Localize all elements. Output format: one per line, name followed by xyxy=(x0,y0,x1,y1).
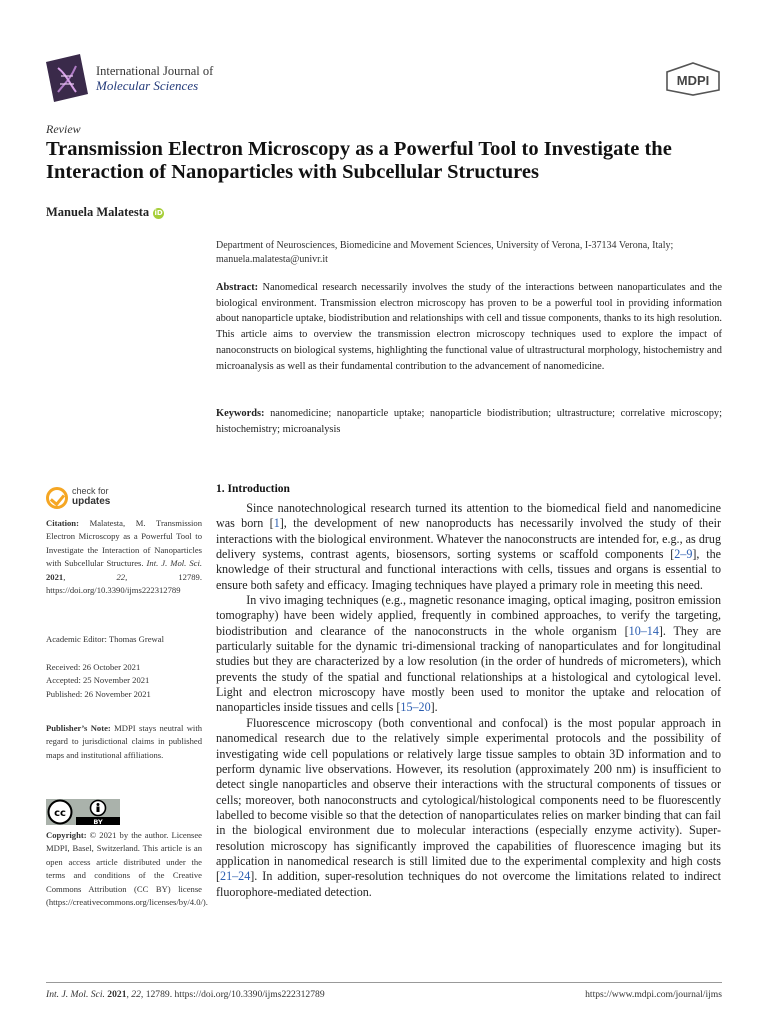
footer-citation: Int. J. Mol. Sci. 2021, 22, 12789. https://doi.org/10.3390/ijms222312789 xyxy=(46,989,325,1000)
accepted-date: Accepted: 25 November 2021 xyxy=(46,675,150,686)
check-for-updates-button[interactable] xyxy=(46,485,156,515)
publisher-note xyxy=(46,722,202,762)
section-heading: 1. Introduction xyxy=(216,483,290,495)
journal-name-line2: Molecular Sciences xyxy=(96,78,199,93)
author-email[interactable]: manuela.malatesta@univr.it xyxy=(216,254,328,265)
copyright-label: Copyright: xyxy=(46,830,87,840)
reference-link[interactable]: 15–20 xyxy=(400,700,431,715)
footer-doi[interactable]: 12789. https://doi.org/10.3390/ijms222312789 xyxy=(145,989,325,1000)
citation-label: Citation: xyxy=(46,518,79,528)
published-date: Published: 26 November 2021 xyxy=(46,688,151,699)
paragraph: In vivo imaging techniques (e.g., magnetic resonance imaging, optical imaging, positron emission tomography) have been widely applied, frequently in combined approaches, to verify the targeting, biodistribution and clearance of the nanoconstructs in the whole organism [10–14]. They are particularly suitable for the dynamic tri-dimensional tracking of nanoparticulates and for longitudinal studies but they are characterized by a low resolution (in the order of hundreds of micrometers), which prevents the study of the spatial and functional relationships at a histological and cytological level. Light and electron microscopy have mostly been used to monitor the uptake and relocation of nanoparticles inside tissues and cells [15–20]. xyxy=(216,593,721,715)
paragraph: Fluorescence microscopy (both conventional and confocal) is the most popular approach in nanomedical research due to the relatively simple experimental protocols and the possibility of investigating wide cell populations or relatively large tissue samples to obtain 3D information and to perform dynamic live observations. However, its resolution (approximately 200 nm) is insufficient to detect single nanoparticles and observe their interactions with the structural components of tissues or cells; moreover, both nanoconstructs and cytological/histological components need to be fluorescently labelled to become visible so that the detection of nanoparticulates relies on marker binding that can fail in the biological environment due to molecular interactions (especially enzyme activity). Super-resolution microscopy has significantly improved the capabilities of fluorescence imaging but its application in nanomedical research is still limited due to the experimental complexity and high costs [21–24]. In addition, super-resolution techniques do not overcome the limitations related to indirect fluorophore-mediated detection. xyxy=(216,715,721,899)
footer-year: 2021 xyxy=(107,989,127,1000)
reference-link[interactable]: 10–14 xyxy=(628,623,659,638)
reference-link[interactable]: 21–24 xyxy=(220,869,251,884)
publisher-note-label: Publisher’s Note: xyxy=(46,723,111,733)
article-type: Review xyxy=(46,122,81,136)
mdpi-logo-text: MDPI xyxy=(676,73,710,88)
journal-name-line1: International Journal of xyxy=(96,64,214,78)
publisher-note-text: MDPI stays neutral with regard to jurisdictional claims in published maps and institutional affiliations. xyxy=(46,723,202,760)
abstract-text: Nanomedical research necessarily involves the study of the interactions between nanoparticulates and the biological environment. Transmission electron microscopy has proven to be a powerful tool in providing information about nanoparticle uptake, biodistribution and relationships with cell and tissue components, thanks to its high resolution. This article aims to overview the transmission electron microscopy techniques used to explore the impact of nanoconstructs on biological systems, highlighting the functional value of ultrastructural morphology, histochemistry and microanalysis as well as their fundamental contribution to the advancement of nanomedicine. xyxy=(216,282,722,372)
article-title: Transmission Electron Microscopy as a Powerful Tool to Investigate the Interaction of Nanoparticles with Subcellular Structures xyxy=(46,138,672,183)
keywords-text: nanomedicine; nanoparticle uptake; nanoparticle biodistribution; ultrastructure; correlative microscopy; histochemistry; microanalysis xyxy=(216,408,722,435)
author-line xyxy=(46,205,164,220)
abstract xyxy=(216,280,722,374)
copyright-text: © 2021 by the author. Licensee MDPI, Basel, Switzerland. This article is an open access article distributed under the terms and conditions of the Creative Commons Attribution (CC BY) license (https://creativecommons.org/licenses/by/4.0/). xyxy=(46,830,208,908)
orcid-icon[interactable]: iD xyxy=(154,209,163,217)
footer-divider xyxy=(46,982,722,983)
journal-logo-icon xyxy=(46,54,88,102)
footer-journal: Int. J. Mol. Sci. xyxy=(46,989,105,1000)
citation-year: 2021 xyxy=(46,571,64,582)
abstract-label: Abstract: xyxy=(216,282,259,293)
keywords-label: Keywords: xyxy=(216,408,265,419)
check-updates-line2: updates xyxy=(72,496,111,507)
footer-volume: 22, xyxy=(131,989,144,1000)
reference-link[interactable]: 2–9 xyxy=(674,547,693,562)
keywords xyxy=(216,406,722,437)
footer-journal-url[interactable]: https://www.mdpi.com/journal/ijms xyxy=(585,989,722,1000)
affiliation-line: Department of Neurosciences, Biomedicine and Movement Sciences, University of Verona, I-37134 Verona, Italy; xyxy=(216,240,674,251)
check-updates-line1: check for xyxy=(72,486,109,496)
check-updates-icon xyxy=(46,487,68,509)
mdpi-logo-icon xyxy=(664,62,722,96)
cc-by-label: BY xyxy=(93,818,103,825)
dates-block xyxy=(46,661,202,701)
academic-editor: Academic Editor: Thomas Grewal xyxy=(46,634,164,644)
paragraph: Since nanotechnological research turned its attention to the biomedical field and nanomedicine was born [1], the development of new nanoproducts has necessarily involved the study of their interactions with the biological environment. Whatever the nanoconstructs are intended for, e.g., as drug delivery systems, contrast agents, biosensors, sorting systems or scaffold components [2–9], the knowledge of their structural and functional interactions with cells, tissues and organs is essential to ensure both safety and efficacy. Imaging techniques have played a primary role in meeting this need. xyxy=(216,501,721,592)
citation-block: Citation: Malatesta, M. Transmission Electron Microscopy as a Powerful Tool to Investigate the Interaction of Nanoparticles with Subcellular Structures. Int. J. Mol. Sci. 2021, 22, 12789. https://doi.org/10.3390/ijms222312789 xyxy=(46,518,202,596)
cc-by-license-icon[interactable] xyxy=(46,799,120,825)
affiliation xyxy=(216,239,726,267)
citation-volume: 22, xyxy=(116,571,128,582)
received-date: Received: 26 October 2021 xyxy=(46,662,141,672)
citation-text: Malatesta, M. Transmission Electron Microscopy as a Powerful Tool to Investigate the Interaction of Nanoparticles with Subcellular Structures. xyxy=(46,518,202,569)
body-text xyxy=(216,501,721,900)
citation-doi[interactable]: 12789. https://doi.org/10.3390/ijms222312789 xyxy=(46,571,202,596)
citation-journal: Int. J. Mol. Sci. xyxy=(146,558,202,569)
copyright-block xyxy=(46,829,208,909)
reference-link[interactable]: 1 xyxy=(273,516,280,531)
svg-text:cc: cc xyxy=(54,808,66,819)
author-name[interactable]: Manuela Malatesta xyxy=(46,205,150,219)
